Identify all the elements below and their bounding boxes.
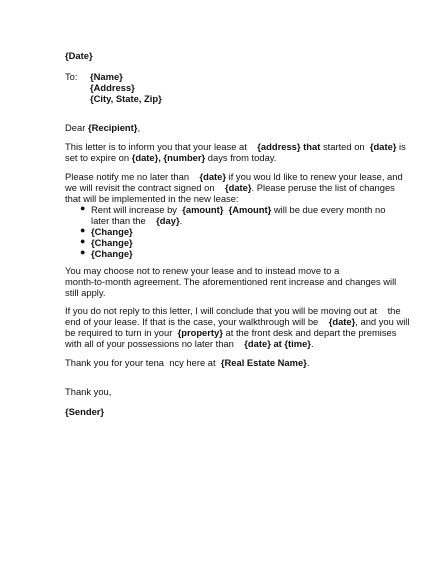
p3-line3: still apply.	[65, 287, 106, 298]
bullet-rent-line1: Rent will increase by {amount} {Amount} will be due every month no	[91, 204, 386, 215]
p4-line4: with all of your possessions no later than {date} at {time}.	[65, 338, 314, 349]
bullet-change: {Change}	[91, 226, 133, 237]
to-label: To:	[65, 71, 78, 82]
salutation: Dear {Recipient},	[65, 122, 141, 133]
sender-placeholder: {Sender}	[65, 406, 105, 417]
bullet-change: {Change}	[91, 248, 133, 259]
p2-line2: we will revisit the contract signed on {date}. Please peruse the list of changes	[65, 182, 395, 193]
p2-line3: that will be implemented in the new lease:	[65, 193, 239, 204]
recipient-city: {City, State, Zip}	[90, 93, 162, 104]
p4-line1: If you do not reply to this letter, I will conclude that you will be moving out at the	[65, 305, 401, 316]
date-placeholder: {Date}	[65, 50, 93, 61]
bullet-rent-line2: later than the {day}.	[91, 215, 183, 226]
bullet-dot: ●	[80, 236, 86, 246]
closing-thanks: Thank you,	[65, 386, 112, 397]
p2-line1: Please notify me no later than {date} if you wou ld like to renew your lease, and	[65, 171, 403, 182]
bullet-dot: ●	[80, 247, 86, 257]
bullet-dot: ●	[80, 225, 86, 235]
p4-line3: be required to turn in your {property} at the front desk and depart the premises	[65, 327, 397, 338]
p3-line1: You may choose not to renew your lease and to instead move to a	[65, 265, 340, 276]
bullet-dot: ●	[80, 203, 86, 213]
recipient-address: {Address}	[90, 82, 135, 93]
p1-line2: set to expire on {date}, {number} days from today.	[65, 152, 277, 163]
p4-line2: end of your lease. If that is the case, your walkthrough will be {date}, and you will	[65, 316, 410, 327]
p3-line2: month-to-month agreement. The aforementioned rent increase and changes will	[65, 276, 397, 287]
p1-line1: This letter is to inform you that your lease at {address} that started on {date} is	[65, 141, 406, 152]
recipient-name: {Name}	[90, 71, 123, 82]
p5-line: Thank you for your tena ncy here at {Real Estate Name}.	[65, 357, 310, 368]
bullet-change: {Change}	[91, 237, 133, 248]
